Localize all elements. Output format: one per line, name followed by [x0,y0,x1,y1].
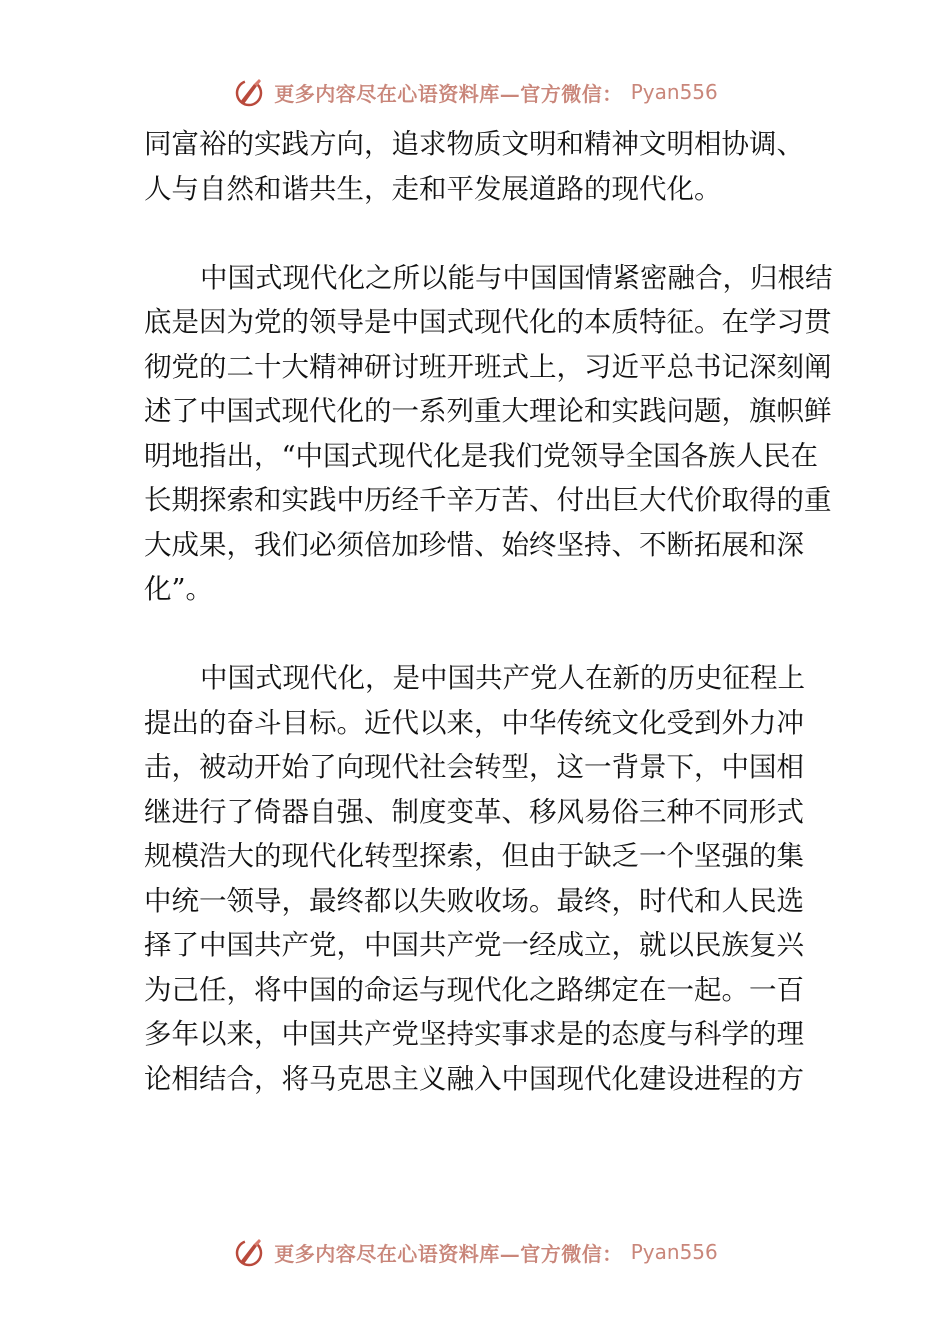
watermark-text: 更多内容尽在心语资料库—官方微信： [274,1241,623,1266]
text-line: 中国式现代化之所以能与中国国情紧密融合，归根结 [200,261,833,294]
footer-watermark [0,1232,950,1272]
text-line: 同富裕的实践方向，追求物质文明和精神文明相协调、 [144,128,804,160]
text-line: 规模浩大的现代化转型探索，但由于缺乏一个坚强的集 [144,840,804,872]
text-line: 人与自然和谐共生，走和平发展道路的现代化。 [144,172,722,205]
watermark-wechat-id: Pyan556 [630,1240,718,1264]
text-line: 击，被动开始了向现代社会转型，这一背景下，中国相 [144,751,804,783]
header-watermark [0,72,950,112]
text-line: 中统一领导，最终都以失败收场。最终，时代和人民选 [144,884,804,917]
paragraph-gap [144,612,834,657]
text-line: 为己任，将中国的命运与现代化之路绑定在一起。一百 [144,973,804,1006]
text-line: 提出的奋斗目标。近代以来，中华传统文化受到外力冲 [144,706,804,739]
paragraph-3 [144,656,834,1101]
text-line: 述了中国式现代化的一系列重大理论和实践问题，旗帜鲜 [144,395,832,427]
text-line: 继进行了倚器自强、制度变革、移风易俗三种不同形式 [144,795,804,828]
text-line: 论相结合，将马克思主义融入中国现代化建设进程的方 [144,1062,804,1095]
paragraph-1 [144,122,834,211]
pen-seal-icon [232,1235,266,1269]
text-line: 择了中国共产党，中国共产党一经成立，就以民族复兴 [144,929,804,961]
text-line: 中国式现代化，是中国共产党人在新的历史征程上 [200,662,805,694]
text-line: 长期探索和实践中历经千辛万苦、付出巨大代价取得的重 [144,484,832,516]
document-body [144,122,834,1101]
text-line: 化”。 [144,573,214,605]
pen-seal-icon [232,75,266,109]
text-line: 大成果，我们必须倍加珍惜、始终坚持、不断拓展和深 [144,528,804,561]
watermark-text: 更多内容尽在心语资料库—官方微信： [274,81,623,106]
watermark-wechat-id: Pyan556 [630,80,718,104]
text-line: 彻党的二十大精神研讨班开班式上，习近平总书记深刻阐 [144,350,832,383]
text-line: 底是因为党的领导是中国式现代化的本质特征。在学习贯 [144,306,832,338]
paragraph-gap [144,211,834,256]
paragraph-2 [144,256,834,612]
text-line: 多年以来，中国共产党坚持实事求是的态度与科学的理 [144,1018,804,1050]
text-line: 明地指出，“中国式现代化是我们党领导全国各族人民在 [144,439,819,472]
